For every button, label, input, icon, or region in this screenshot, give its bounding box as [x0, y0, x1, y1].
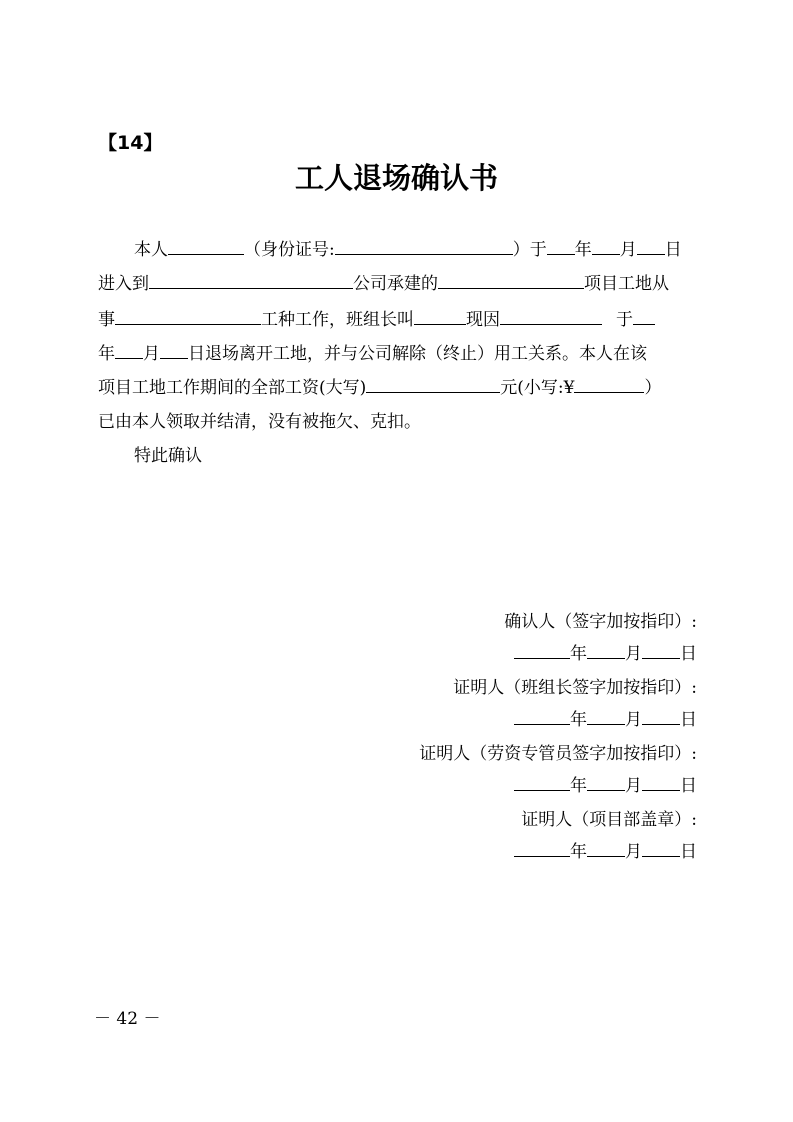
- name-blank[interactable]: [168, 240, 244, 255]
- body-line-3: [98, 308, 655, 332]
- witness2-year-blank[interactable]: [514, 776, 570, 791]
- text: 元(小写:¥: [500, 378, 575, 398]
- body-line-7: 特此确认: [134, 446, 202, 466]
- text: 日退场离开工地，并与公司解除（终止）用工关系。本人在该: [188, 344, 647, 364]
- text: 项目工地工作期间的全部工资(大写): [98, 378, 367, 398]
- text: 月: [619, 240, 637, 260]
- id-number-blank[interactable]: [335, 240, 513, 255]
- entry-month-blank[interactable]: [592, 240, 620, 255]
- confirm-month-blank[interactable]: [587, 644, 625, 659]
- text: 项目工地从: [584, 274, 669, 294]
- text: 公司承建的: [353, 274, 438, 294]
- text: 现因: [466, 310, 500, 330]
- month-label: 月: [625, 842, 642, 862]
- witness1-date: [514, 708, 697, 732]
- confirm-day-blank[interactable]: [642, 644, 680, 659]
- confirm-year-blank[interactable]: [514, 644, 570, 659]
- entry-day-blank[interactable]: [637, 240, 665, 255]
- month-label: 月: [625, 644, 642, 664]
- day-label: 日: [680, 776, 697, 796]
- exit-year-blank[interactable]: [633, 310, 655, 325]
- text: 进入到: [98, 274, 149, 294]
- day-label: 日: [680, 644, 697, 664]
- wage-numeric-blank[interactable]: [574, 378, 644, 393]
- witness3-date: [514, 840, 697, 864]
- text: 事: [98, 310, 115, 330]
- witness2-date: [514, 774, 697, 798]
- month-label: 月: [625, 710, 642, 730]
- body-line-5: [98, 376, 661, 400]
- entry-year-blank[interactable]: [547, 240, 575, 255]
- witness1-year-blank[interactable]: [514, 710, 570, 725]
- day-label: 日: [680, 710, 697, 730]
- text: 于: [616, 310, 633, 330]
- text: ）于: [512, 240, 547, 260]
- page-number: － 42 －: [94, 1009, 161, 1029]
- body-line-2: [98, 272, 669, 296]
- witness2-month-blank[interactable]: [587, 776, 625, 791]
- text: 本人: [134, 240, 168, 260]
- witness3-day-blank[interactable]: [642, 842, 680, 857]
- witness2-day-blank[interactable]: [642, 776, 680, 791]
- exit-month-blank[interactable]: [115, 344, 143, 359]
- wage-uppercase-blank[interactable]: [366, 378, 500, 393]
- body-line-6: 已由本人领取并结清，没有被拖欠、克扣。: [98, 412, 421, 432]
- witness3-month-blank[interactable]: [587, 842, 625, 857]
- exit-day-blank[interactable]: [160, 344, 188, 359]
- witness2-label: 证明人（劳资专管员签字加按指印）:: [419, 744, 697, 764]
- text: ）: [644, 378, 662, 398]
- document-title: 工人退场确认书: [294, 161, 498, 195]
- text: （身份证号:: [244, 240, 335, 260]
- witness3-label: 证明人（项目部盖章）:: [521, 810, 697, 830]
- body-line-1: [134, 238, 682, 262]
- text: 年: [98, 344, 115, 364]
- year-label: 年: [570, 644, 587, 664]
- team-leader-blank[interactable]: [414, 310, 466, 325]
- confirm-label: 确认人（签字加按指印）:: [504, 612, 697, 632]
- year-label: 年: [570, 842, 587, 862]
- reason-blank[interactable]: [500, 310, 602, 325]
- witness3-year-blank[interactable]: [514, 842, 570, 857]
- month-label: 月: [625, 776, 642, 796]
- text: 年: [574, 240, 592, 260]
- year-label: 年: [570, 710, 587, 730]
- body-line-4: [98, 342, 647, 366]
- text: 月: [143, 344, 160, 364]
- text: 日: [664, 240, 682, 260]
- witness1-month-blank[interactable]: [587, 710, 625, 725]
- day-label: 日: [680, 842, 697, 862]
- witness1-label: 证明人（班组长签字加按指印）:: [453, 678, 697, 698]
- year-label: 年: [570, 776, 587, 796]
- trade-blank[interactable]: [115, 310, 261, 325]
- project-blank[interactable]: [438, 274, 584, 289]
- section-number: 【14】: [98, 132, 163, 154]
- witness1-day-blank[interactable]: [642, 710, 680, 725]
- text: 工种工作，班组长叫: [261, 310, 414, 330]
- company-blank[interactable]: [149, 274, 353, 289]
- confirm-date: [514, 642, 697, 666]
